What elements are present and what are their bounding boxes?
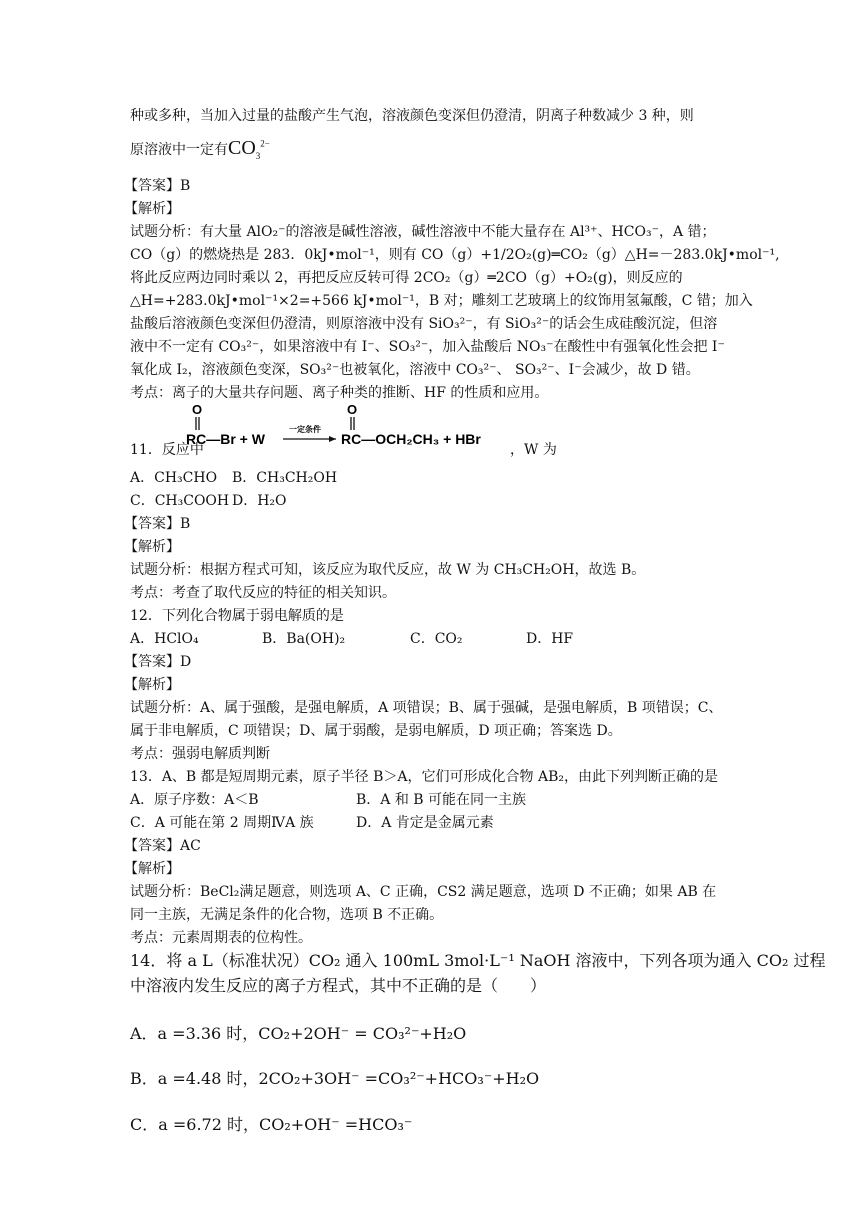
q10-analysis-label: 【解析】 bbox=[124, 201, 180, 217]
q11-stem-suffix: ，W 为 bbox=[510, 442, 557, 458]
q12-analysis-line: 属于非电解质，C 项错误；D、属于弱酸，是弱电解质，D 项正确；答案选 D。 bbox=[130, 723, 622, 739]
q14-option-b: B．a =4.48 时，2CO₂+3OH⁻ =CO₃²⁻+HCO₃⁻+H₂O bbox=[130, 1069, 540, 1088]
q10-analysis-line: 将此反应两边同时乘以 2，再把反应反转可得 2CO₂（g）═2CO（g）+O₂(g)，则反应的 bbox=[130, 270, 683, 286]
q14-option-c: C．a =6.72 时，CO₂+OH⁻ =HCO₃⁻ bbox=[130, 1115, 413, 1134]
q12-option-c: C．CO₂ bbox=[410, 631, 463, 647]
q12-option-a: A．HClO₄ bbox=[130, 631, 199, 647]
q10-analysis-line: 试题分析：有大量 AlO₂⁻的溶液是碱性溶液，碱性溶液中不能大量存在 Al³⁺、HCO₃⁻，A 错； bbox=[130, 224, 716, 240]
q10-analysis-line: 氧化成 I₂，溶液颜色变深，SO₃²⁻也被氧化，溶液中 CO₃²⁻、 SO₃²⁻、I⁻会减少，故 D 错。 bbox=[130, 362, 700, 378]
q13-option-a: A．原子序数：A＜B bbox=[130, 792, 259, 808]
q10-analysis-line: CO（g）的燃烧热是 283．0kJ•mol⁻¹，则有 CO（g）+1/2O₂(g)═CO₂（g）△H=－283.0kJ•mol⁻¹, bbox=[130, 247, 780, 263]
reaction-equation bbox=[176, 402, 496, 454]
q11-option-b: B．CH₃CH₂OH bbox=[232, 470, 338, 486]
q11-analysis-label: 【解析】 bbox=[124, 539, 180, 555]
q11-analysis: 试题分析：根据方程式可知，该反应为取代反应，故 W 为 CH₃CH₂OH，故选 B。 bbox=[130, 562, 646, 578]
carbonate-symbol: CO bbox=[228, 137, 256, 159]
q12-option-d: D．HF bbox=[526, 631, 574, 647]
q12-point: 考点：强弱电解质判断 bbox=[130, 746, 270, 762]
carbonate-subscript: 3 bbox=[255, 151, 261, 161]
q12-answer: 【答案】D bbox=[124, 654, 192, 670]
carbonate-ion bbox=[228, 137, 270, 159]
q11-point: 考点：考查了取代反应的特征的相关知识。 bbox=[130, 585, 396, 601]
intro-line-1: 种或多种，当加入过量的盐酸产生气泡，溶液颜色变深但仍澄清，阴离子种数减少 3 种，则 bbox=[130, 108, 694, 124]
q13-analysis-line: 同一主族，无满足条件的化合物，选项 B 不正确。 bbox=[130, 907, 444, 923]
carbonate-superscript: 2− bbox=[260, 138, 270, 149]
q11-option-a: A．CH₃CHO bbox=[130, 470, 218, 486]
product-text: RC—OCH₂CH₃ + HBr bbox=[341, 431, 481, 447]
q11-answer: 【答案】B bbox=[124, 516, 191, 532]
intro-line-2-text: 原溶液中一定有 bbox=[130, 142, 228, 158]
q12-option-b: B．Ba(OH)₂ bbox=[262, 631, 346, 647]
q12-analysis-line: 试题分析：A、属于强酸，是强电解质，A 项错误；B、属于强碱，是强电解质，B 项错误；C、 bbox=[130, 700, 723, 716]
q13-analysis-line: 试题分析：BeCl₂满足题意，则选项 A、C 正确，CS2 满足题意，选项 D 不正确；如果 AB 在 bbox=[130, 884, 717, 900]
q13-option-b: B．A 和 B 可能在同一主族 bbox=[356, 792, 527, 808]
reactant-text: RC—Br + W bbox=[186, 431, 265, 447]
q13-stem: 13．A、B 都是短周期元素，原子半径 B＞A，它们可形成化合物 AB₂，由此下列判断正确的是 bbox=[130, 769, 718, 785]
carbonyl-oxygen-right: O bbox=[347, 402, 358, 417]
q10-analysis-line: 盐酸后溶液颜色变深但仍澄清，则原溶液中没有 SiO₃²⁻，有 SiO₃²⁻的话会生成硅酸沉淀，但溶 bbox=[130, 316, 718, 332]
carbonyl-oxygen-left: O bbox=[192, 402, 203, 417]
q14-option-a: A．a =3.36 时，CO₂+2OH⁻ = CO₃²⁻+H₂O bbox=[130, 1024, 467, 1043]
intro-line-2 bbox=[130, 138, 270, 160]
q14-stem-line-2: 中溶液内发生反应的离子方程式，其中不正确的是（ ） bbox=[130, 976, 547, 995]
q10-answer: 【答案】B bbox=[124, 178, 191, 194]
q10-analysis-line: 液中不一定有 CO₃²⁻，如果溶液中有 I⁻、SO₃²⁻，加入盐酸后 NO₃⁻在酸性中有强氧化性会把 I⁻ bbox=[130, 339, 725, 355]
q13-point: 考点：元素周期表的位构性。 bbox=[130, 930, 312, 946]
q13-option-d: D．A 肯定是金属元素 bbox=[356, 815, 494, 831]
q13-analysis-label: 【解析】 bbox=[124, 861, 180, 877]
q11-option-d: D．H₂O bbox=[232, 493, 287, 509]
q10-analysis-line: △H=+283.0kJ•mol⁻¹×2=+566 kJ•mol⁻¹，B 对；雕刻工艺玻璃上的纹饰用氢氟酸，C 错；加入 bbox=[130, 293, 753, 309]
reaction-condition: 一定条件 bbox=[289, 425, 321, 434]
reaction-arrow-head bbox=[329, 436, 336, 442]
q13-option-c: C．A 可能在第 2 周期ⅣA 族 bbox=[130, 815, 314, 831]
q12-stem: 12．下列化合物属于弱电解质的是 bbox=[130, 608, 344, 624]
q11-stem-prefix: 11．反应中 bbox=[130, 442, 204, 458]
q14-stem-line-1: 14．将 a L（标准状况）CO₂ 通入 100mL 3mol·L⁻¹ NaOH 溶液中，下列各项为通入 CO₂ 过程 bbox=[130, 951, 826, 970]
q10-point: 考点：离子的大量共存问题、离子种类的推断、HF 的性质和应用。 bbox=[130, 385, 549, 401]
q13-answer: 【答案】AC bbox=[124, 838, 201, 854]
q12-analysis-label: 【解析】 bbox=[124, 677, 180, 693]
q11-option-c: C．CH₃COOH bbox=[130, 493, 230, 509]
